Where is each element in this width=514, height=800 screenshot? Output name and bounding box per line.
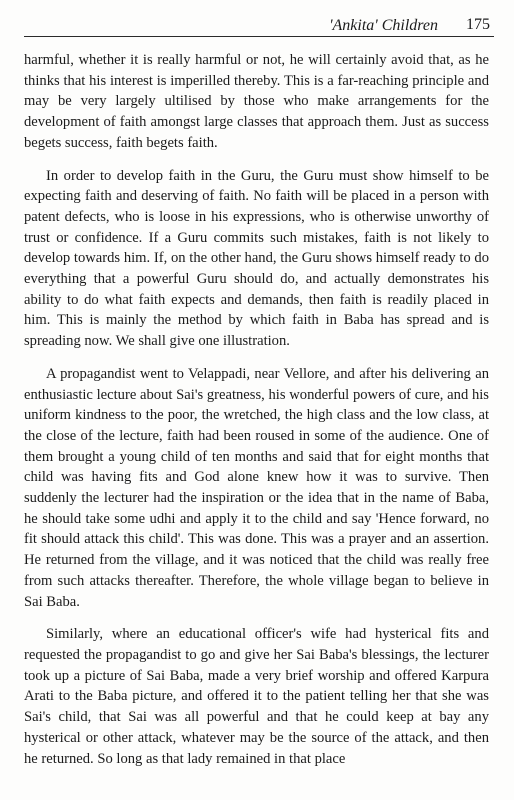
paragraph-faith-in-guru: In order to develop faith in the Guru, the Guru must show himself to be expecting faith and deserving of faith. No faith will be placed in a person with patent defects, who is loose in his expressions, who is otherwise unworthy of trust or confidence. If a Guru commits such mistakes, faith is not likely to develop towards him. If, on the other hand, the Guru shows himself ready to do everything that a powerful Guru should do, and actually demonstrates his ability to do what faith expects and demands, then faith is readily placed in him. This is mainly the method by which faith in Baba has spread and is spreading now. We shall give one illustration. (24, 167, 489, 350)
running-head (24, 12, 494, 37)
paragraph-hysterical-fits: Similarly, where an educational officer's wife had hysterical fits and requested the propagandist to go and give her Sai Baba's blessings, the lecturer took up a picture of Sai Baba, made a very brief worship and offered Karpura Arati to the Baba picture, and offered it to the patient telling her that she was Sai's child, that Sai was all powerful and that he could keep at bay any hysterical or other attack, whatever may be the source of the attack, and then he returned. So long as that lady remained in that place (24, 626, 489, 767)
body-text (24, 50, 489, 781)
page-number: 175 (466, 16, 490, 33)
paragraph-velappadi: A propagandist went to Velappadi, near Vellore, and after his delivering an enthusiastic lecture about Sai's greatness, his wonderful powers of cure, and his uniform kindness to the poor, the wretched, the high class and the low class, at the close of the lecture, faith had been roused in some of the audience. One of them brought a young child of ten months and said that for eight months that child was having fits and God alone knew how it was to survive. Then suddenly the lecturer had the inspiration or the idea that in the name of Baba, he should take some udhi and apply it to the child and say 'Hence forward, no fit should attack this child'. This was done. This was a prayer and an assertion. He returned from the village, and it was noticed that the child was really free from such attacks thereafter. Therefore, the whole village began to believe in Sai Baba. (24, 365, 489, 610)
running-title: 'Ankita' Children (329, 17, 438, 34)
paragraph-continued: harmful, whether it is really harmful or not, he will certainly avoid that, as he thinks that his interest is imperilled thereby. This is a far-reaching principle and may be very largely ultilised by those who make arrangements for the development of faith amongst large classes that approach them. Just as success begets success, faith begets faith. (24, 52, 489, 151)
